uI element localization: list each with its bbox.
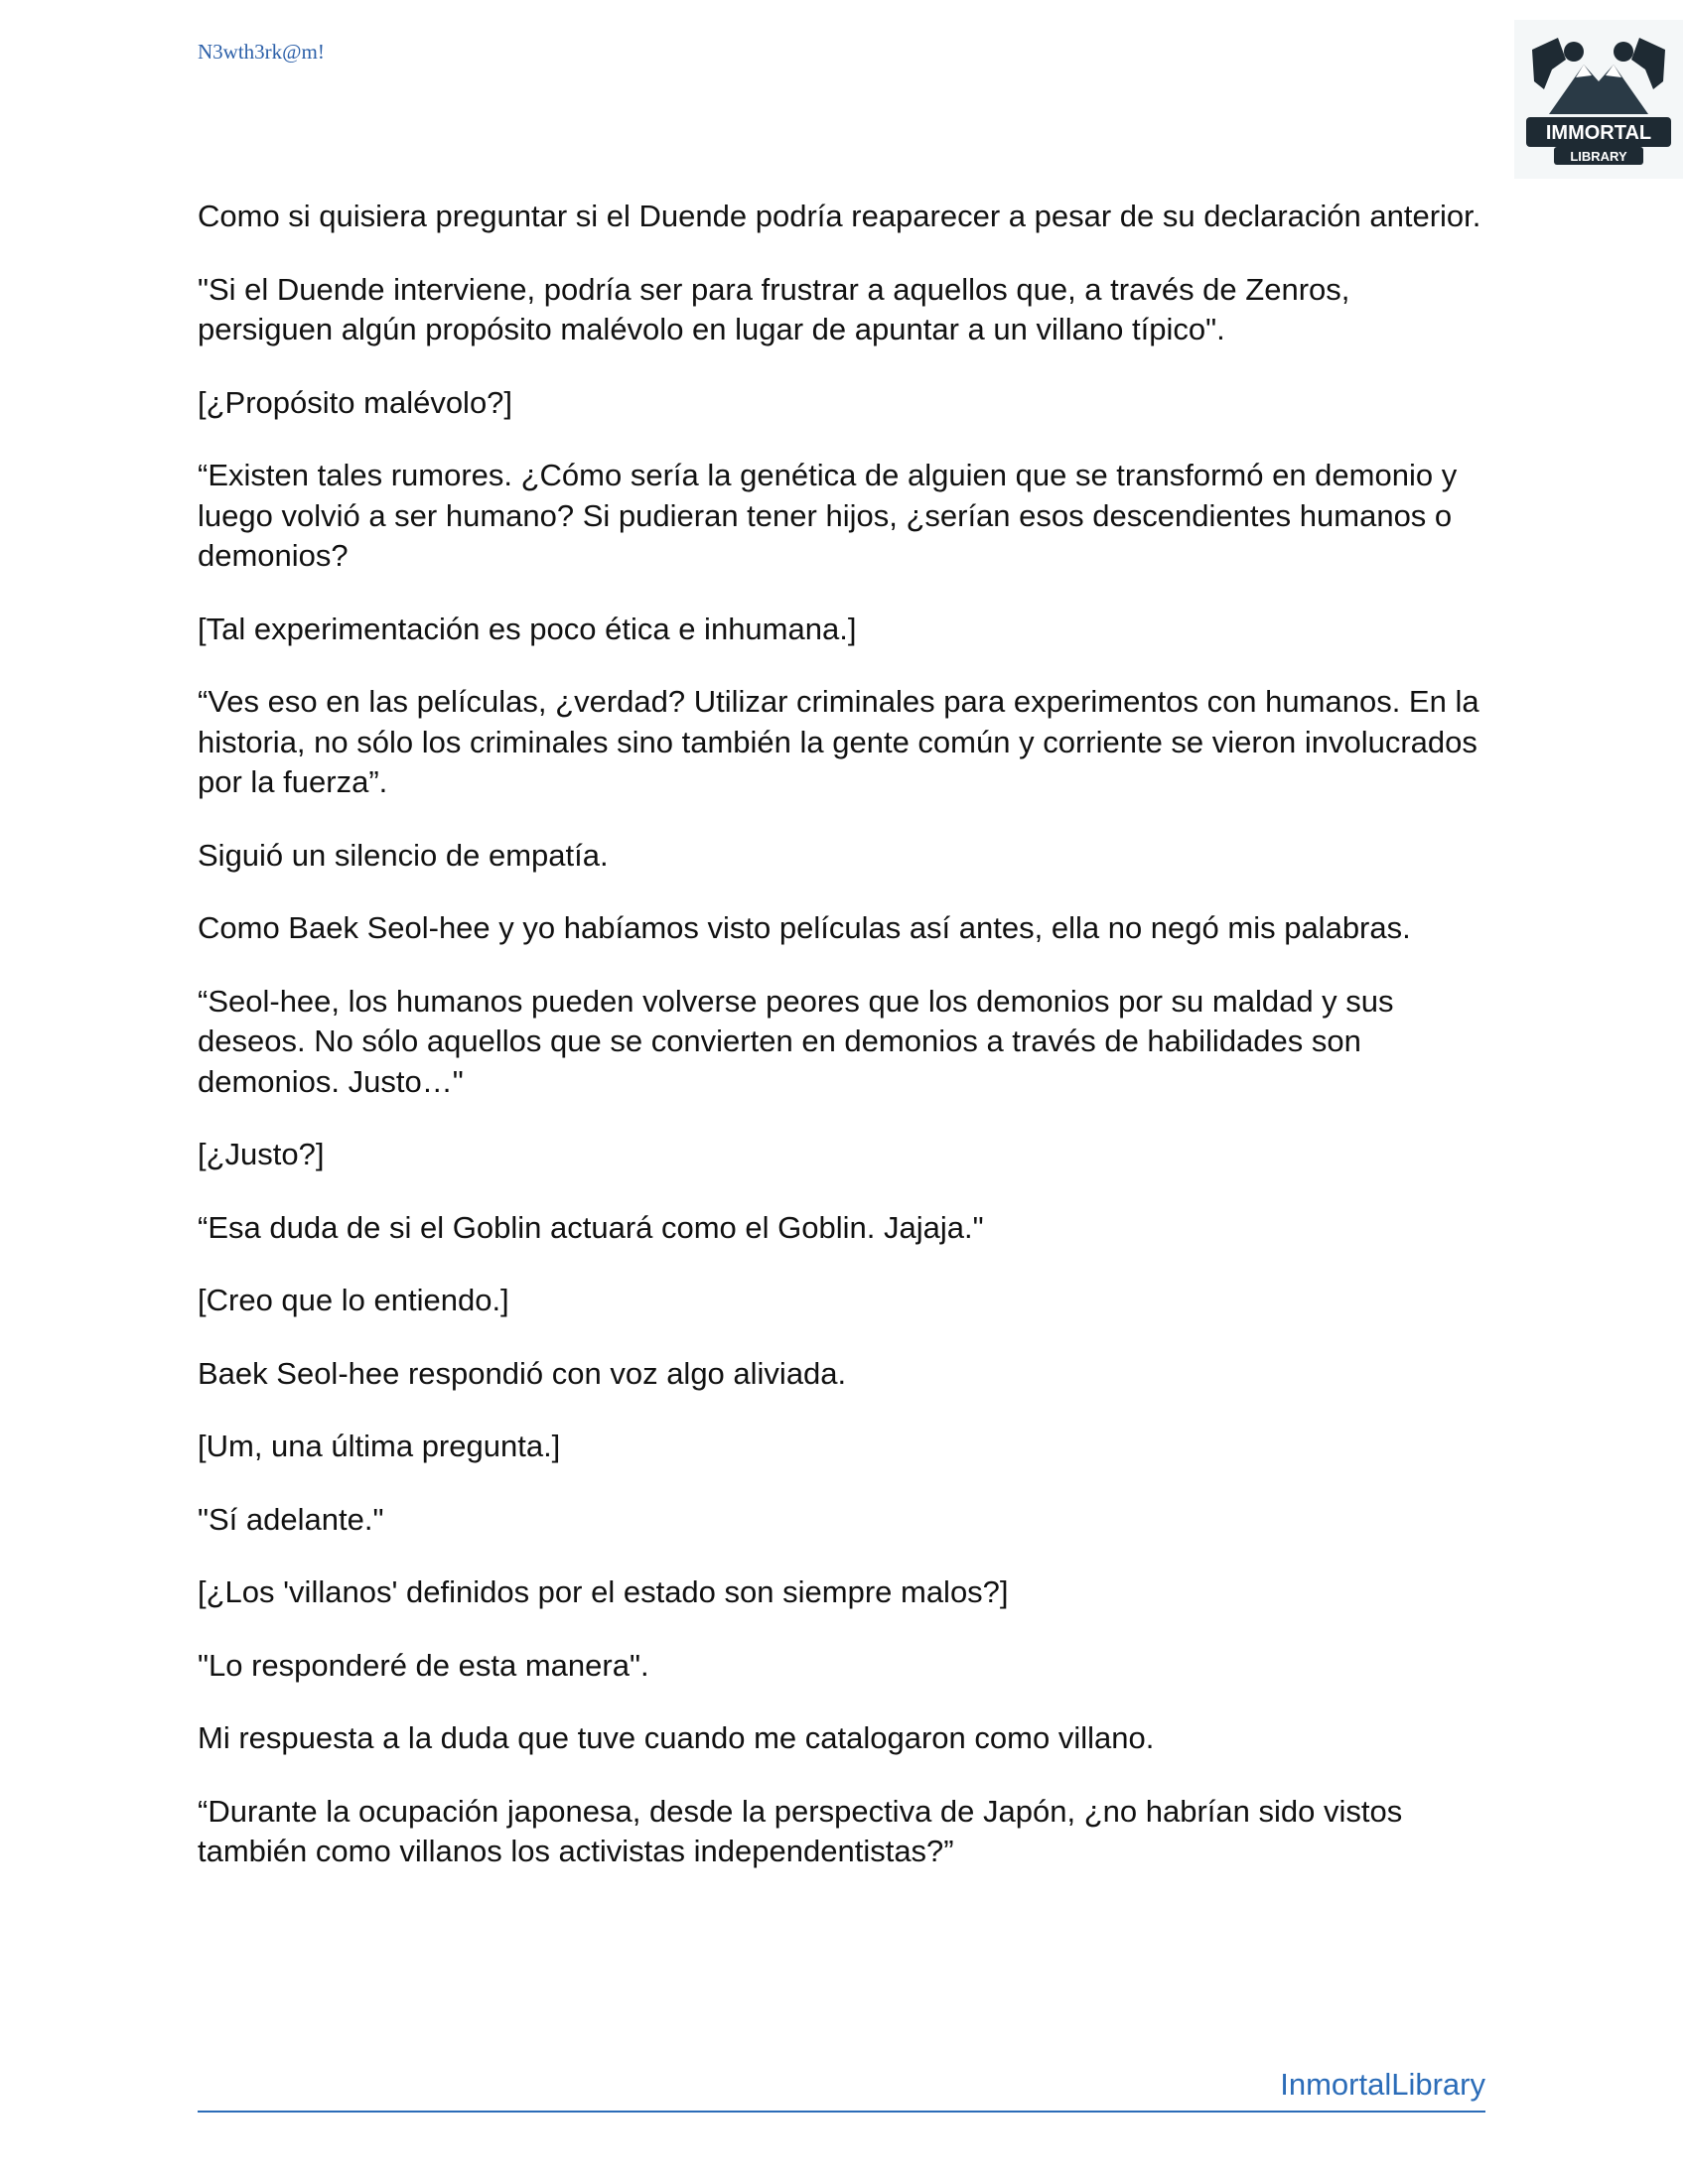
paragraph: Siguió un silencio de empatía. [198, 837, 609, 873]
paragraph: [Creo que lo entiendo.] [198, 1283, 509, 1317]
paragraph: “Seol-hee, los humanos pueden volverse peores que los demonios por su maldad y sus deseos. No sólo aquellos que se convierten en demonios a través de habilidades son demonios. Justo…" [198, 983, 1394, 1099]
paragraph: Como si quisiera preguntar si el Duende podría reaparecer a pesar de su declaración anterior. [198, 199, 1481, 233]
paragraph: [¿Los 'villanos' definidos por el estado son siempre malos?] [198, 1574, 1009, 1609]
paragraph: "Lo responderé de esta manera". [198, 1647, 649, 1683]
immortal-library-logo [1514, 20, 1683, 179]
paragraph: [¿Justo?] [198, 1137, 325, 1171]
footer-divider [198, 2111, 1485, 2113]
paragraph: "Sí adelante." [198, 1501, 384, 1537]
paragraph: Como Baek Seol-hee y yo habíamos visto películas así antes, ella no negó mis palabras. [198, 910, 1411, 945]
paragraph: “Existen tales rumores. ¿Cómo sería la genética de alguien que se transformó en demonio y luego volvió a ser humano? Si pudieran tener hijos, ¿serían esos descendientes humanos o demonios? [198, 458, 1458, 573]
paragraph: "Si el Duende interviene, podría ser para frustrar a aquellos que, a través de Zenros, persiguen algún propósito malévolo en lugar de apuntar a un villano típico". [198, 271, 1350, 346]
paragraph: [Um, una última pregunta.] [198, 1429, 561, 1463]
logo-text-immortal: IMMORTAL [1545, 122, 1652, 144]
paragraph: Baek Seol-hee respondió con voz algo aliviada. [198, 1355, 847, 1391]
header-code: N3wth3rk@m! [198, 40, 325, 64]
paragraph: Mi respuesta a la duda que tuve cuando me catalogaron como villano. [198, 1720, 1155, 1755]
logo-text-library: LIBRARY [1570, 149, 1627, 164]
paragraph: [¿Propósito malévolo?] [198, 384, 513, 420]
document-body [198, 197, 1488, 1905]
paragraph: “Durante la ocupación japonesa, desde la perspectiva de Japón, ¿no habrían sido vistos también como villanos los activistas independentistas?” [198, 1793, 1403, 1868]
paragraph: “Esa duda de si el Goblin actuará como el Goblin. Jajaja." [198, 1209, 984, 1245]
paragraph: “Ves eso en las películas, ¿verdad? Utilizar criminales para experimentos con humanos. En la historia, no sólo los criminales sino también la gente común y corriente se vieron involucrados por la fuerza”. [198, 684, 1479, 799]
footer-library-link[interactable]: InmortalLibrary [1280, 2067, 1485, 2102]
paragraph: [Tal experimentación es poco ética e inhumana.] [198, 611, 857, 646]
